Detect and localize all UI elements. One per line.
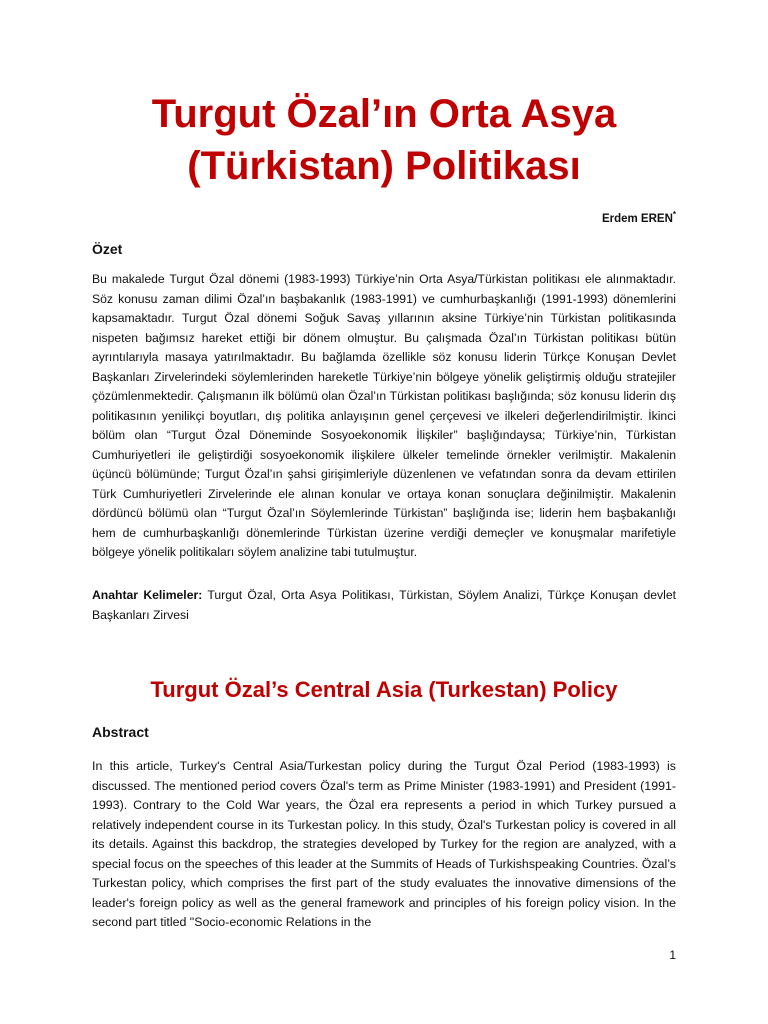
abstract-paragraph: In this article, Turkey's Central Asia/Turkestan policy during the Turgut Özal Period (1983-1993) is discussed. The mentioned period covers Özal's term as Prime Minister (1983-1991) and President (1991-1993). Contrary to the Cold War years, the Özal era represents a period in which Turkey pursued a relatively independent course in its Turkestan policy. In this study, Özal's Turkestan policy is covered in all its details. Against this backdrop, the strategies developed by Turkey for the region are analyzed, with a special focus on the speeches of this leader at the Summits of Heads of Turkishspeaking Countries. Özal’s Turkestan policy, which comprises the first part of the study evaluates the innovative dimensions of the leader's foreign policy as well as the general framework and principles of his foreign policy vision. In the second part titled "Socio-economic Relations in the (92, 759, 676, 929)
author-footnote-mark: * (672, 210, 676, 219)
keywords-paragraph (92, 586, 676, 625)
page-number: 1 (669, 948, 676, 962)
paper-title-line-1: Turgut Özal’ın Orta Asya (151, 92, 617, 136)
ozet-heading: Özet (92, 241, 123, 257)
author-name-text: Erdem EREN (601, 213, 673, 225)
keywords-text: Turgut Özal, Orta Asya Politikası, Türkistan, Söylem Analizi, Türkçe Konuşan devlet Başkanları Zirvesi (92, 588, 676, 622)
paper-title (60, 88, 708, 192)
ozet-paragraph: Bu makalede Turgut Özal dönemi (1983-1993) Türkiye’nin Orta Asya/Türkistan politikası ele alınmaktadır. Söz konusu zaman dilimi Özal’ın başbakanlık (1983-1991) ve cumhurbaşkanlığı (1991-1993) dönemlerini kapsamaktadır. Turgut Özal dönemi Soğuk Savaş yıllarının aksine Türkiye’nin Türkistan politikasında nispeten bağımsız hareket ettiği bir dönem olmuştur. Bu çalışmada Özal’ın Türkistan politikası bütün ayrıntılarıyla masaya yatırılmaktadır. Bu bağlamda özellikle söz konusu liderin Türkçe Konuşan Devlet Başkanları Zirvelerindeki söylemlerinden hareketle Türkiye’nin bölgeye yönelik geliştirmiş olduğu stratejiler çözümlenmektedir. Çalışmanın ilk bölümü olan Özal’ın Türkistan politikası başlığında; söz konusu liderin dış politikasının yenilikçi boyutları, dış politika anlayışının genel çerçevesi ve ilkeleri değerlendirilmiştir. İkinci bölüm olan “Turgut Özal Döneminde Sosyoekonomik İlişkiler” başlığındaysa; Türkiye’nin, Türkistan Cumhuriyetleri ile geliştirdiği sosyoekonomik ilişkilere ülkeler temelinde örnekler verilmiştir. Makalenin üçüncü bölümünde; Turgut Özal’ın şahsi girişimleriyle düzenlenen ve vefatından sonra da devam ettirilen Türk Cumhuriyetleri Zirvelerinde ele alınan konular ve ortaya konan sonuçlara değinilmiştir. Makalenin dördüncü bölümü olan “Turgut Özal’ın Söylemlerinde Türkistan” başlığında ise; liderin hem başbakanlığı hem de cumhurbaşkanlığı dönemlerinde Türkistan üzerine verdiği demeçler ve konuşmalar marifetiyle bölgeye yönelik politikaları söylem analizine tabi tutulmuştur. (92, 272, 676, 559)
keywords-label: Anahtar Kelimeler: (92, 588, 203, 602)
author-name (601, 210, 676, 225)
abstract-heading: Abstract (92, 724, 149, 740)
paper-title-line-2: (Türkistan) Politikası (187, 144, 581, 188)
english-title: Turgut Özal’s Central Asia (Turkestan) Policy (150, 677, 618, 702)
